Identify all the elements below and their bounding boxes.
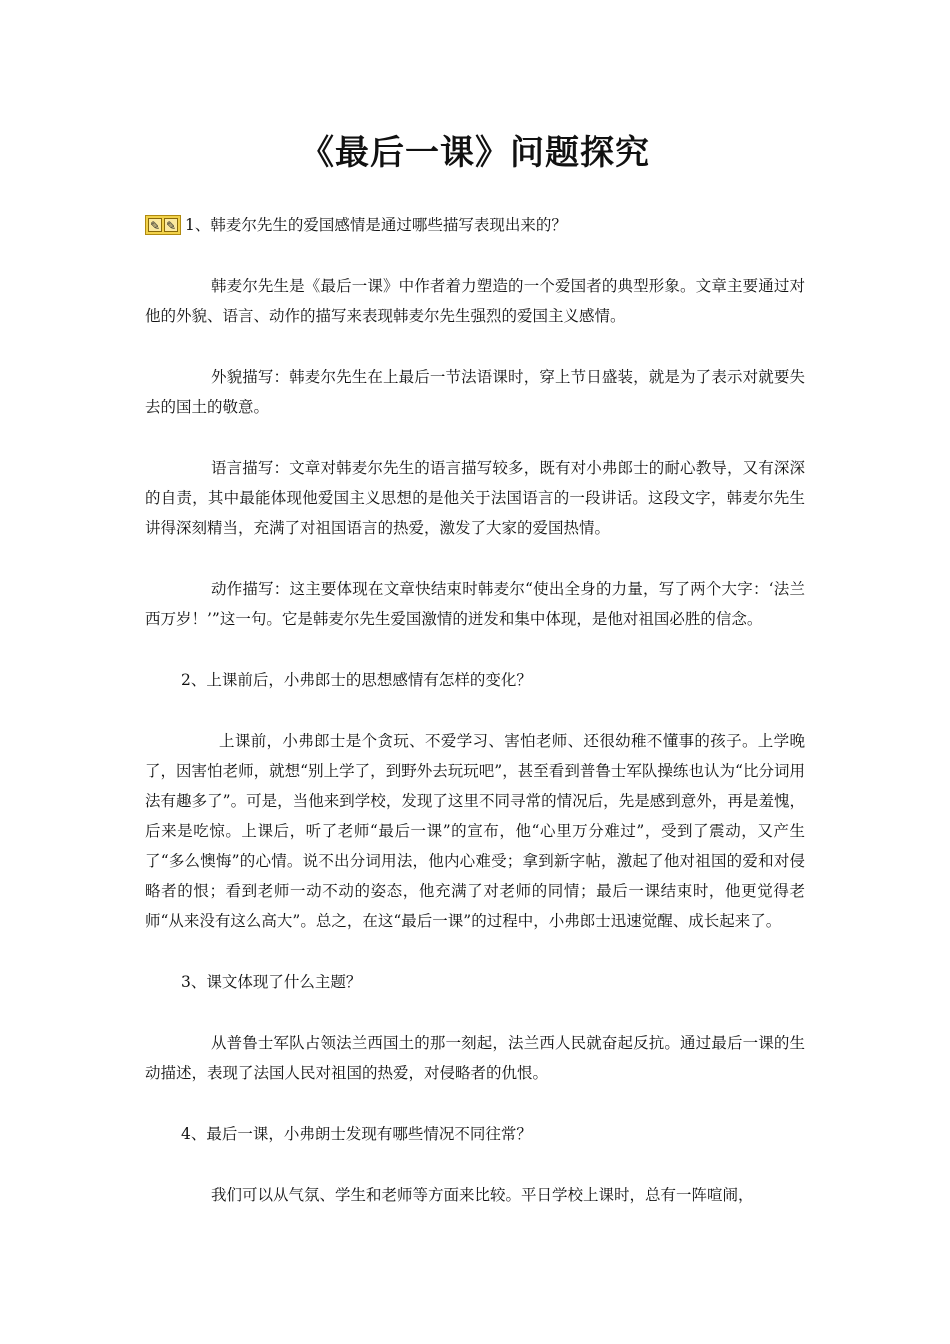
answer-4: 我们可以从气氛、学生和老师等方面来比较。平日学校上课时，总有一阵喧闹，	[211, 1186, 754, 1204]
pencil-icon: ✎	[149, 219, 161, 233]
question-4: 4、最后一课，小弗朗士发现有哪些情况不同往常？	[181, 1125, 532, 1143]
question-1-text: 1、韩麦尔先生的爱国感情是通过哪些描写表现出来的？	[185, 216, 567, 234]
question-badge	[145, 215, 181, 235]
answer-3: 从普鲁士军队占领法兰西国土的那一刻起，法兰西人民就奋起反抗。通过最后一课的生动描述，表现了法国人民对祖国的热爱，对侵略者的仇恨。	[145, 1034, 805, 1082]
answer-1-intro: 韩麦尔先生是《最后一课》中作者着力塑造的一个爱国者的典型形象。文章主要通过对他的外貌、语言、动作的描写来表现韩麦尔先生强烈的爱国主义感情。	[145, 277, 805, 325]
answer-1-appearance: 外貌描写：韩麦尔先生在上最后一节法语课时，穿上节日盛装，就是为了表示对就要失去的国土的敬意。	[145, 368, 805, 416]
pencil-icon: ✎	[165, 219, 177, 233]
question-2: 2、上课前后，小弗郎士的思想感情有怎样的变化？	[181, 671, 532, 689]
document-title: 《最后一课》问题探究	[300, 133, 650, 173]
answer-1-language: 语言描写：文章对韩麦尔先生的语言描写较多，既有对小弗郎士的耐心教导，又有深深的自责，其中最能体现他爱国主义思想的是他关于法国语言的一段讲话。这段文字，韩麦尔先生讲得深刻精当，充满了对祖国语言的热爱，激发了大家的爱国热情。	[145, 459, 805, 537]
document-body	[145, 210, 805, 1210]
answer-1-action: 动作描写：这主要体现在文章快结束时韩麦尔“使出全身的力量，写了两个大字：‘法兰西万岁！’”这一句。它是韩麦尔先生爱国激情的迸发和集中体现，是他对祖国必胜的信念。	[145, 580, 805, 628]
answer-2: 上课前，小弗郎士是个贪玩、不爱学习、害怕老师、还很幼稚不懂事的孩子。上学晚了，因害怕老师，就想“别上学了，到野外去玩玩吧”，甚至看到普鲁士军队操练也认为“比分词用法有趣多了”。可是，当他来到学校，发现了这里不同寻常的情况后，先是感到意外，再是羞愧，后来是吃惊。上课后，听了老师“最后一课”的宣布，他“心里万分难过”，受到了震动，又产生了“多么懊悔”的心情。说不出分词用法，他内心难受；拿到新字帖，激起了他对祖国的爱和对侵略者的恨；看到老师一动不动的姿态，他充满了对老师的同情；最后一课结束时，他更觉得老师“从来没有这么高大”。总之，在这“最后一课”的过程中，小弗郎士迅速觉醒、成长起来了。	[145, 732, 805, 930]
question-3: 3、课文体现了什么主题？	[181, 973, 362, 991]
question-1	[145, 210, 805, 240]
